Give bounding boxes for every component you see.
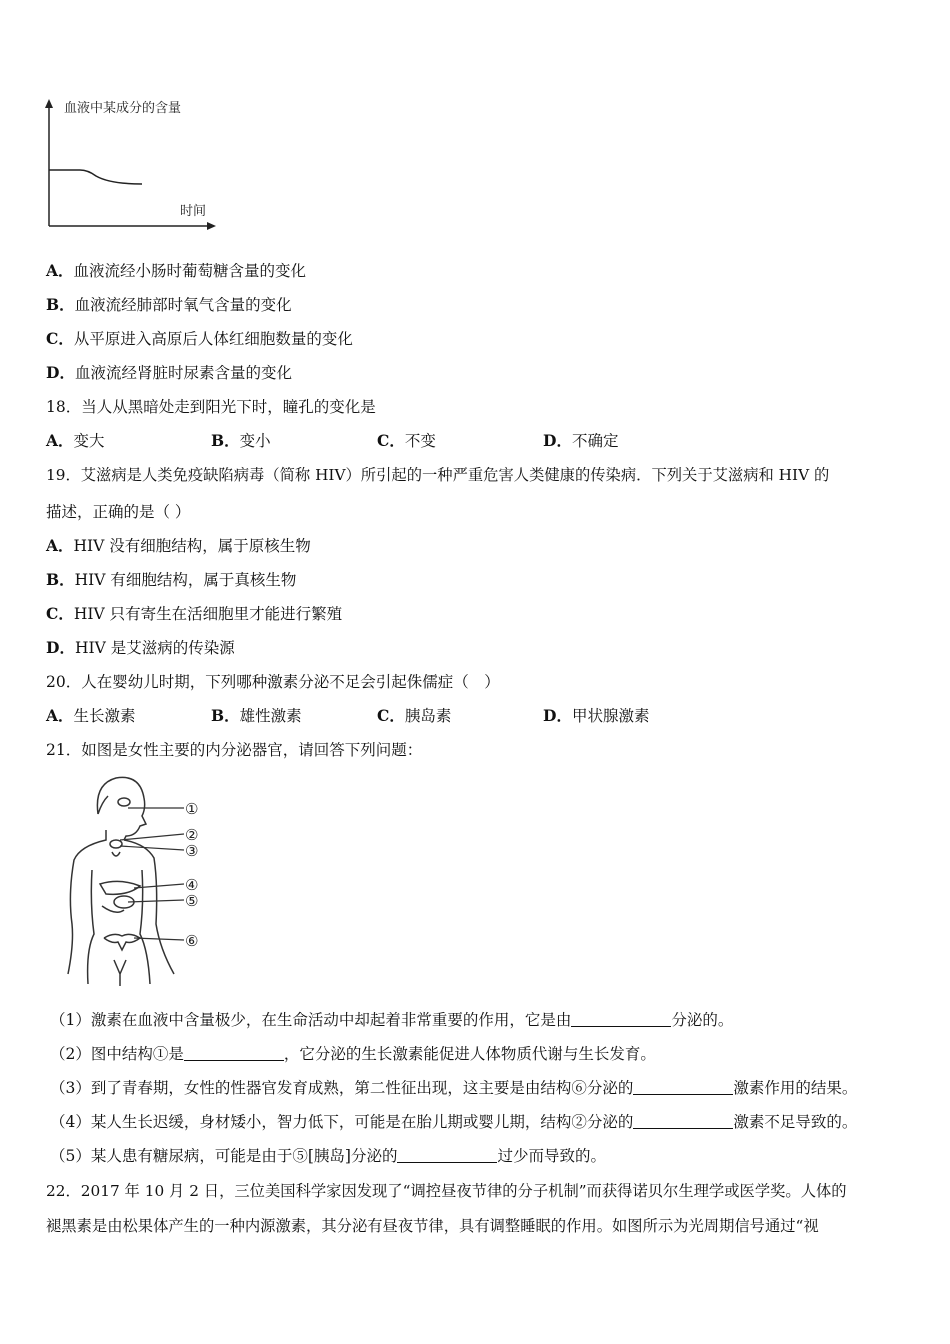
- endocrine-organs-figure: [64, 774, 224, 989]
- q17-option-a: A．血液流经小肠时葡萄糖含量的变化: [46, 261, 307, 280]
- q19-option-a: A．HIV 没有细胞结构，属于原核生物: [46, 536, 311, 555]
- content-curve-graph: [40, 96, 230, 236]
- q17-option-d: D．血液流经肾脏时尿素含量的变化: [46, 363, 292, 382]
- figure-head: [97, 777, 146, 840]
- figure-thymus: [112, 852, 120, 856]
- q21-part-4: （4）某人生长迟缓，身材矮小，智力低下，可能是在胎儿期或婴儿期，结构②分泌的 激素不足导致的。: [50, 1113, 858, 1131]
- q19-stem-line2: 描述，正确的是（ ）: [46, 503, 191, 521]
- q18-stem: 18．当人从黑暗处走到阳光下时，瞳孔的变化是: [46, 398, 376, 416]
- graph-y-arrow: [45, 99, 53, 108]
- figure-label-1: ①: [185, 800, 199, 818]
- figure-body-left: [68, 830, 106, 974]
- q21-part-3: （3）到了青春期，女性的性器官发育成熟，第二性征出现，这主要是由结构⑥分泌的 激素作用的结果。: [50, 1079, 858, 1097]
- figure-label-6: ⑥: [185, 932, 199, 950]
- figure-ovary: [104, 934, 140, 950]
- graph-y-label: 血液中某成分的含量: [64, 101, 182, 116]
- q20-option-d: D．甲状腺激素: [543, 706, 650, 725]
- q20-option-a: A．生长激素: [46, 706, 136, 725]
- figure-inner-left: [88, 870, 94, 984]
- q22-line1: 22．2017 年 10 月 2 日，三位美国科学家因发现了“调控昼夜节律的分子机制”而获得诺贝尔生理学或医学奖。人体的: [46, 1182, 847, 1200]
- q18-option-a: A．变大: [46, 431, 105, 450]
- graph-x-label: 时间: [180, 204, 207, 219]
- figure-label-2: ②: [185, 826, 199, 844]
- q18-option-b: B．变小: [211, 431, 271, 450]
- q22-line2: 褪黑素是由松果体产生的一种内源激素，其分泌有昼夜节律，具有调整睡眠的作用。如图所示为光周期信号通过“视: [46, 1217, 819, 1235]
- figure-hair: [98, 796, 108, 814]
- q19-option-c: C．HIV 只有寄生在活细胞里才能进行繁殖: [46, 604, 343, 623]
- q21-part-5: （5）某人患有糖尿病，可能是由于⑤[胰岛]分泌的 过少而导致的。: [50, 1147, 606, 1165]
- q20-option-c: C．胰岛素: [377, 706, 452, 725]
- q19-stem-line1: 19．艾滋病是人类免疫缺陷病毒（简称 HIV）所引起的一种严重危害人类健康的传染病．下列关于艾滋病和 HIV 的: [46, 466, 830, 484]
- q20-option-b: B．雄性激素: [211, 706, 302, 725]
- graph-curve: [49, 170, 142, 184]
- q20-stem: 20．人在婴幼儿时期，下列哪种激素分泌不足会引起侏儒症（ ）: [46, 673, 500, 691]
- graph-x-arrow: [207, 222, 216, 230]
- q21-part-2: （2）图中结构①是 ，它分泌的生长激素能促进人体物质代谢与生长发育。: [50, 1045, 656, 1063]
- q21-part-3-blank[interactable]: [633, 1078, 733, 1095]
- q21-part-5-blank[interactable]: [397, 1146, 497, 1163]
- figure-label-3: ③: [185, 842, 199, 860]
- figure-pituitary: [118, 798, 130, 806]
- q19-option-b: B．HIV 有细胞结构，属于真核生物: [46, 570, 297, 589]
- q18-option-c: C．不变: [377, 431, 436, 450]
- q18-option-d: D．不确定: [543, 431, 619, 450]
- figure-legs: [114, 960, 126, 986]
- figure-label-4: ④: [185, 876, 199, 894]
- q17-option-b: B．血液流经肺部时氧气含量的变化: [46, 295, 292, 314]
- q17-option-c: C．从平原进入高原后人体红细胞数量的变化: [46, 329, 353, 348]
- figure-label-5: ⑤: [185, 892, 199, 910]
- q21-part-1-blank[interactable]: [571, 1010, 671, 1027]
- q21-part-1: （1）激素在血液中含量极少，在生命活动中却起着非常重要的作用，它是由 分泌的。: [50, 1011, 734, 1029]
- q21-part-2-blank[interactable]: [184, 1044, 284, 1061]
- q21-stem: 21．如图是女性主要的内分泌器官，请回答下列问题：: [46, 741, 423, 759]
- figure-body-right: [124, 840, 174, 974]
- figure-thyroid: [110, 840, 122, 848]
- q19-option-d: D．HIV 是艾滋病的传染源: [46, 638, 235, 657]
- q21-part-4-blank[interactable]: [633, 1112, 733, 1129]
